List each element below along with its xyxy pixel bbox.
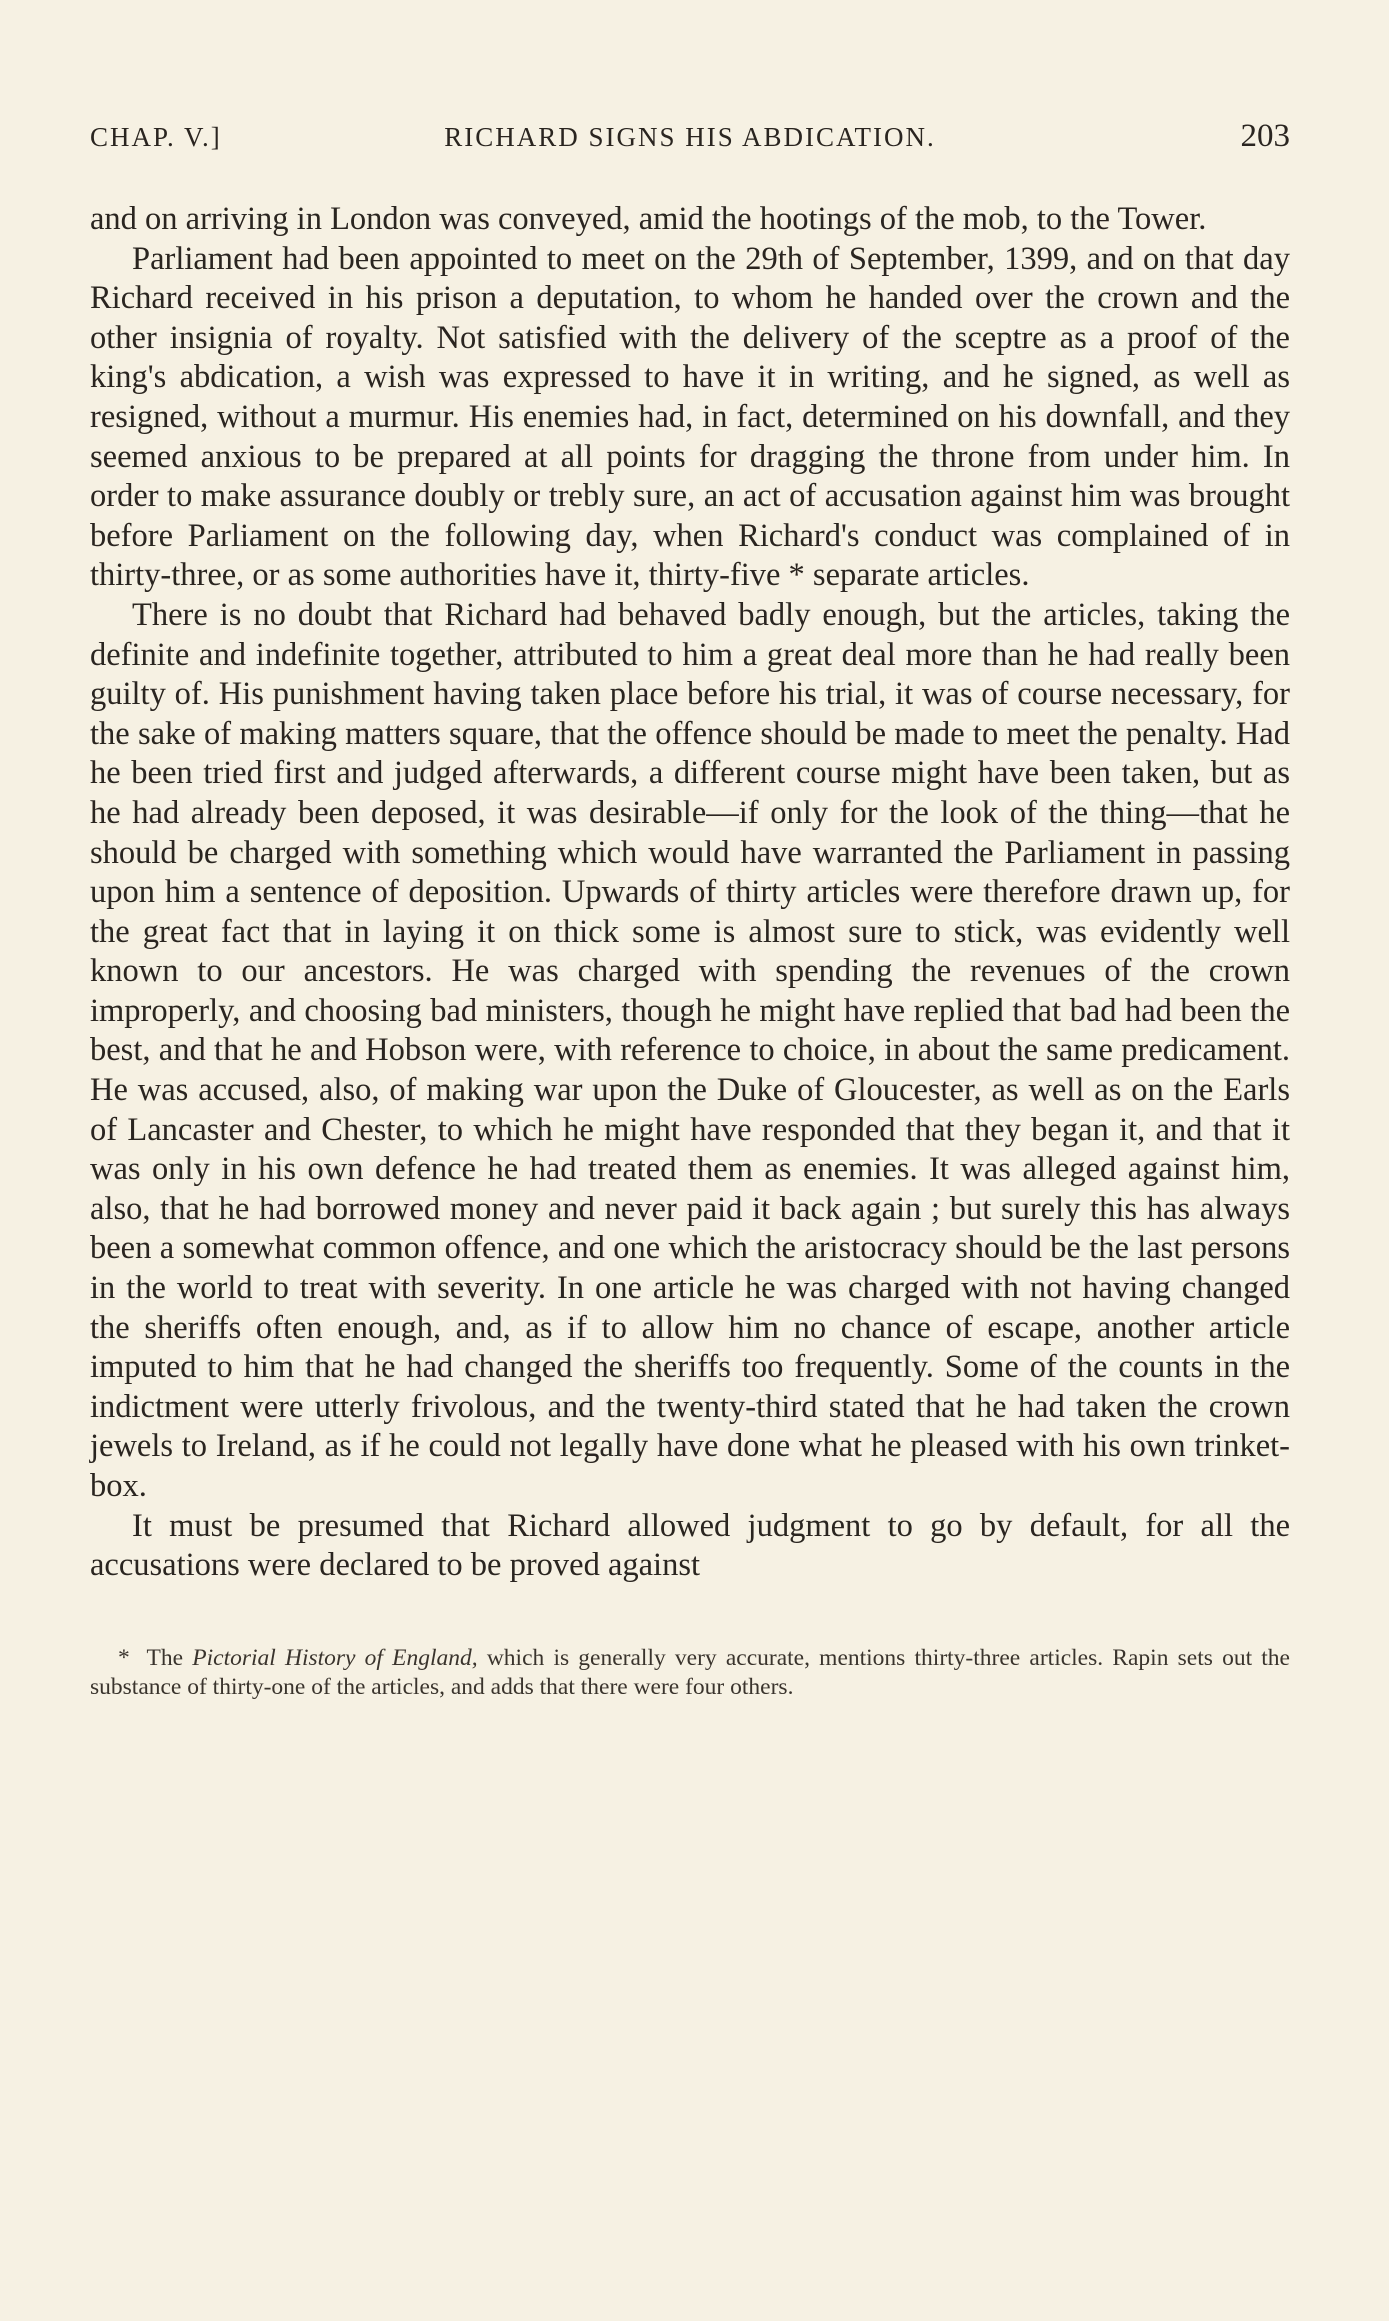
page-number: 203 bbox=[1240, 118, 1290, 154]
footnote bbox=[90, 1644, 1290, 1702]
paragraph-judgment: It must be presumed that Richard allowed judgment to go by default, for all the accusations were declared to be proved against bbox=[90, 1507, 1290, 1584]
footnote-text: which is generally very accurate, mentions thirty-three articles. Rapin sets out the substance of thirty-one of the articles, and adds that there were four others. bbox=[90, 1644, 1290, 1700]
footnote-lead: The bbox=[146, 1644, 184, 1671]
footnote-marker: * bbox=[118, 1644, 130, 1671]
running-title: RICHARD SIGNS HIS ABDICATION. bbox=[444, 122, 936, 152]
book-page bbox=[90, 118, 1290, 1702]
paragraph-articles: There is no doubt that Richard had behaved badly enough, but the articles, taking the definite and indefinite together, attributed to him a great deal more than he had really been guilty of. His punishment having taken place before his trial, it was of course necessary, for the sake of making matters square, that the offence should be made to meet the penalty. Had he been tried first and judged afterwards, a different course might have been taken, but as he had already been deposed, it was desirable—if only for the look of the thing—that he should be charged with something which would have warranted the Parliament in passing upon him a sentence of deposition. Upwards of thirty articles were therefore drawn up, for the great fact that in laying it on thick some is almost sure to stick, was evidently well known to our ancestors. He was charged with spending the revenues of the crown improperly, and choosing bad ministers, though he might have replied that bad had been the best, and that he and Hobson were, with reference to choice, in about the same predicament. He was accused, also, of making war upon the Duke of Gloucester, as well as on the Earls of Lancaster and Chester, to which he might have responded that they began it, and that it was only in his own defence he had treated them as enemies. It was alleged against him, also, that he had borrowed money and never paid it back again ; but surely this has always been a somewhat common offence, and one which the aristocracy should be the last persons in the world to treat with severity. In one article he was charged with not having changed the sheriffs often enough, and, as if to allow him no chance of escape, another article imputed to him that he had changed the sheriffs too frequently. Some of the counts in the indictment were utterly frivolous, and the twenty-third stated that he had taken the crown jewels to Ireland, as if he could not legally have done what he pleased with his own trinket-box. bbox=[90, 596, 1290, 1504]
chapter-label: CHAP. V.] bbox=[90, 122, 222, 152]
running-head bbox=[90, 118, 1290, 162]
paragraph-continuation: and on arriving in London was conveyed, amid the hootings of the mob, to the Tower. bbox=[90, 201, 1207, 237]
footnote-work-title: Pictorial History of England, bbox=[192, 1644, 478, 1671]
body-text bbox=[90, 200, 1290, 1586]
paragraph-parliament: Parliament had been appointed to meet on the 29th of September, 1399, and on that day Richard received in his prison a deputation, to whom he handed over the crown and the other insignia of royalty. Not satisfied with the delivery of the sceptre as a proof of the king's abdication, a wish was expressed to have it in writing, and he signed, as well as resigned, without a murmur. His enemies had, in fact, determined on his downfall, and they seemed anxious to be prepared at all points for dragging the throne from under him. In order to make assurance doubly or trebly sure, an act of accusation against him was brought before Parliament on the following day, when Richard's conduct was complained of in thirty-three, or as some authorities have it, thirty-five * separate articles. bbox=[90, 240, 1290, 594]
